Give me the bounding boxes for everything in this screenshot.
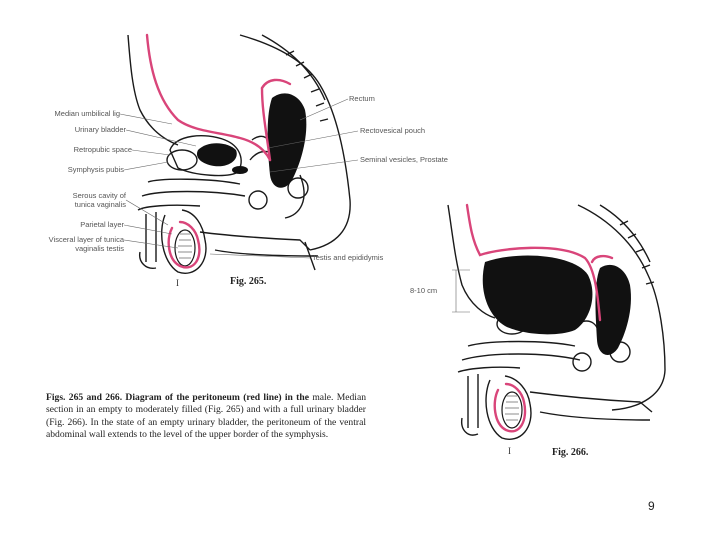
label-retropubic-space: Retropubic space bbox=[73, 145, 132, 154]
label-testis-epididymis: Testis and epididymis bbox=[312, 253, 384, 262]
figure-265-marker: I bbox=[176, 278, 179, 288]
label-median-umbilical-lig: Median umbilical lig bbox=[54, 109, 120, 118]
figure-266-caption: Fig. 266. bbox=[552, 447, 589, 458]
label-visceral-layer-line1: Visceral layer of tunica bbox=[48, 235, 124, 244]
label-serous-cavity-line2: tunica vaginalis bbox=[74, 200, 126, 209]
label-symphysis-pubis: Symphysis pubis bbox=[67, 165, 124, 174]
caption-body: male. Median section in an empty to moderately filled (Fig. 265) and with a full urinary bladder (Fig. 266). In the state of an empty urinary bladder, the peritoneum of the ventral abdominal wall extends to the level of the upper border of the symphysis. bbox=[46, 392, 367, 441]
figure-caption bbox=[46, 392, 366, 442]
caption-lead: Figs. 265 and 266. Diagram of the peritoneum (red line) in the bbox=[46, 392, 309, 403]
label-parietal-layer: Parietal layer bbox=[80, 220, 124, 229]
label-seminal-vesicles-prostate: Seminal vesicles, Prostate bbox=[360, 155, 448, 164]
label-8-10-cm: 8-10 cm bbox=[410, 286, 438, 295]
figure-265-caption: Fig. 265. bbox=[230, 276, 267, 287]
page-number: 9 bbox=[648, 499, 655, 513]
label-rectum: Rectum bbox=[349, 94, 375, 103]
label-serous-cavity-line1: Serous cavity of bbox=[72, 191, 126, 200]
label-visceral-layer-line2: vaginalis testis bbox=[75, 244, 124, 253]
label-urinary-bladder: Urinary bladder bbox=[74, 125, 126, 134]
label-rectovesical-pouch: Rectovesical pouch bbox=[360, 126, 426, 135]
figure-266-marker: I bbox=[508, 446, 511, 456]
